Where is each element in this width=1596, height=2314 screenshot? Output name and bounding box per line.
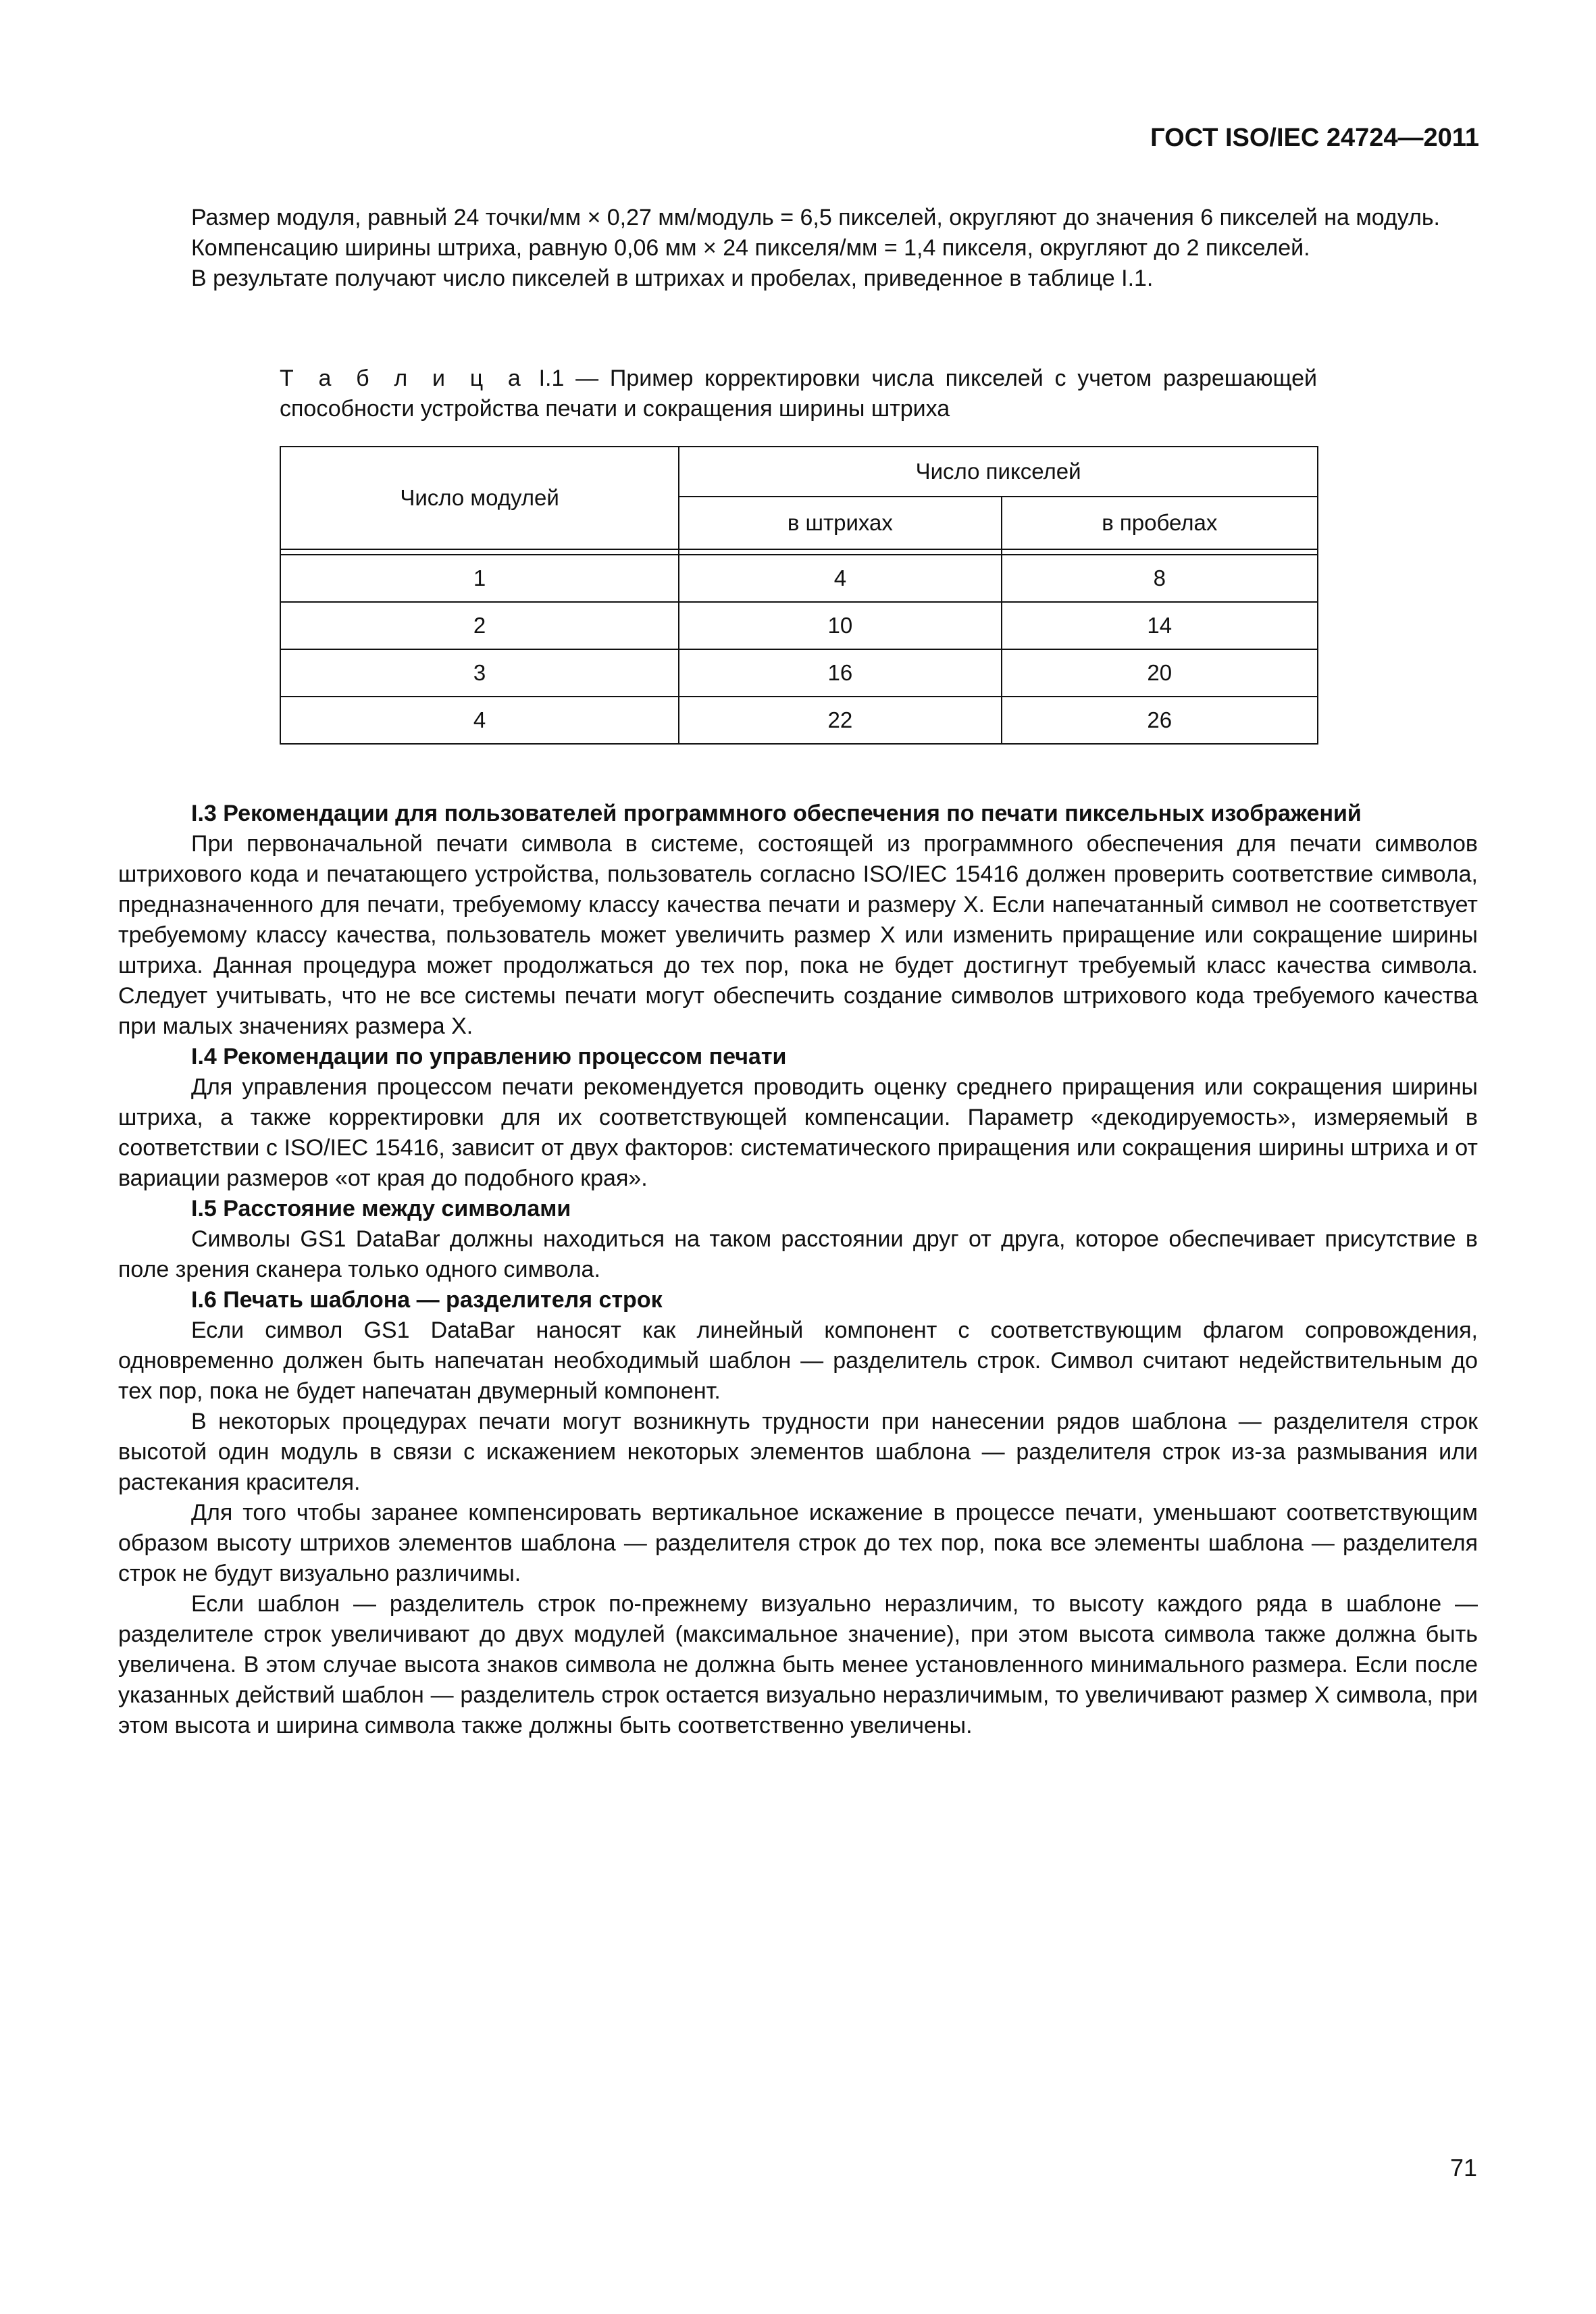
section-paragraph: В некоторых процедурах печати могут возникнуть трудности при нанесении рядов шаблона — разделителя строк высотой один модуль в связи с искажением некоторых элементов шаблона — разделителя строк из-за размывания или растекания красителя. <box>118 1409 1478 1495</box>
table-row <box>280 649 1318 697</box>
cell-spaces: 20 <box>1002 649 1318 697</box>
table-row <box>280 555 1318 602</box>
intro-paragraph-3: В результате получают число пикселей в штрихах и пробелах, приведенное в таблице I.1. <box>191 266 1154 291</box>
header-pixels: Число пикселей <box>679 447 1318 497</box>
section-paragraph: Если символ GS1 DataBar наносят как линейный компонент с соответствующим флагом сопровождения, одновременно должен быть напечатан необходимый шаблон — разделитель строк. Символ считают недействительным до тех пор, пока не будет напечатан двумерный компонент. <box>118 1317 1478 1404</box>
cell-modules: 3 <box>280 649 679 697</box>
section-heading-i5: I.5 Расстояние между символами <box>191 1196 571 1222</box>
section-paragraph: Для того чтобы заранее компенсировать вертикальное искажение в процессе печати, уменьшают соответствующим образом высоту штрихов элементов шаблона — разделителя строк до тех пор, пока все элементы шаблона — разделителя строк не будут визуально различимы. <box>118 1500 1478 1586</box>
header-bars: в штрихах <box>679 497 1001 549</box>
section-heading-i6: I.6 Печать шаблона — разделителя строк <box>191 1287 663 1313</box>
sections-block <box>118 799 1478 1741</box>
section-paragraph: Если шаблон — разделитель строк по-прежнему визуально неразличим, то высоту каждого ряда в шаблоне — разделителе строк увеличивают до двух модулей (максимальное значение), при этом высота символа также должна быть увеличена. В этом случае высота знаков символа не должна быть менее установленного минимального размера. Если после указанных действий шаблон — разделитель строк остается визуально неразличимым, то увеличивают размер X символа, при этом высота и ширина символа также должны быть соответственно увеличены. <box>118 1591 1478 1738</box>
page-number: 71 <box>1449 2154 1477 2182</box>
cell-spaces: 14 <box>1002 602 1318 649</box>
table-caption-label: Т а б л и ц а <box>280 366 527 391</box>
cell-bars: 22 <box>679 697 1001 744</box>
table-row <box>280 602 1318 649</box>
section-heading-i3: I.3 Рекомендации для пользователей программного обеспечения по печати пиксельных изображений <box>191 801 1362 826</box>
section-heading-i4: I.4 Рекомендации по управлению процессом печати <box>191 1044 787 1070</box>
table-row <box>280 697 1318 744</box>
table-caption <box>280 363 1317 424</box>
header-spaces: в пробелах <box>1002 497 1318 549</box>
cell-spaces: 8 <box>1002 555 1318 602</box>
cell-modules: 1 <box>280 555 679 602</box>
intro-block <box>118 203 1478 294</box>
cell-modules: 2 <box>280 602 679 649</box>
cell-bars: 16 <box>679 649 1001 697</box>
document-code: ГОСТ ISO/IEC 24724—2011 <box>1150 124 1479 152</box>
section-paragraph: Символы GS1 DataBar должны находиться на таком расстоянии друг от друга, которое обеспечивает присутствие в поле зрения сканера только одного символа. <box>118 1226 1478 1282</box>
cell-bars: 10 <box>679 602 1001 649</box>
cell-modules: 4 <box>280 697 679 744</box>
cell-spaces: 26 <box>1002 697 1318 744</box>
table-caption-text: I.1 — Пример корректировки числа пикселей с учетом разрешающей способности устройства печати и сокращения ширины штриха <box>280 366 1317 422</box>
header-modules: Число модулей <box>280 447 679 549</box>
section-paragraph: Для управления процессом печати рекомендуется проводить оценку среднего приращения или сокращения ширины штриха, а также корректировки для их соответствующей компенсации. Параметр «декодируемость», измеряемый в соответствии с ISO/IEC 15416, зависит от двух факторов: систематического приращения или сокращения ширины штриха и от вариации размеров «от края до подобного края». <box>118 1074 1478 1191</box>
header-separator <box>280 549 1318 555</box>
pixel-correction-table <box>280 446 1318 745</box>
intro-paragraph-2: Компенсацию ширины штриха, равную 0,06 мм × 24 пикселя/мм = 1,4 пикселя, округляют до 2 пикселей. <box>191 235 1310 261</box>
cell-bars: 4 <box>679 555 1001 602</box>
section-paragraph: При первоначальной печати символа в системе, состоящей из программного обеспечения для печати символов штрихового кода и печатающего устройства, пользователь согласно ISO/IEC 15416 должен проверить соответствие символа, предназначенного для печати, требуемому классу качества печати и размеру X. Если напечатанный символ не соответствует требуемому классу качества, пользователь может увеличить размер X или изменить приращение или сокращение ширины штриха. Данная процедура может продолжаться до тех пор, пока не будет достигнут требуемый класс качества символа. Следует учитывать, что не все системы печати могут обеспечить создание символов штрихового кода требуемого качества при малых значениях размера X. <box>118 831 1478 1039</box>
intro-paragraph-1: Размер модуля, равный 24 точки/мм × 0,27 мм/модуль = 6,5 пикселей, округляют до значения 6 пикселей на модуль. <box>191 205 1440 230</box>
